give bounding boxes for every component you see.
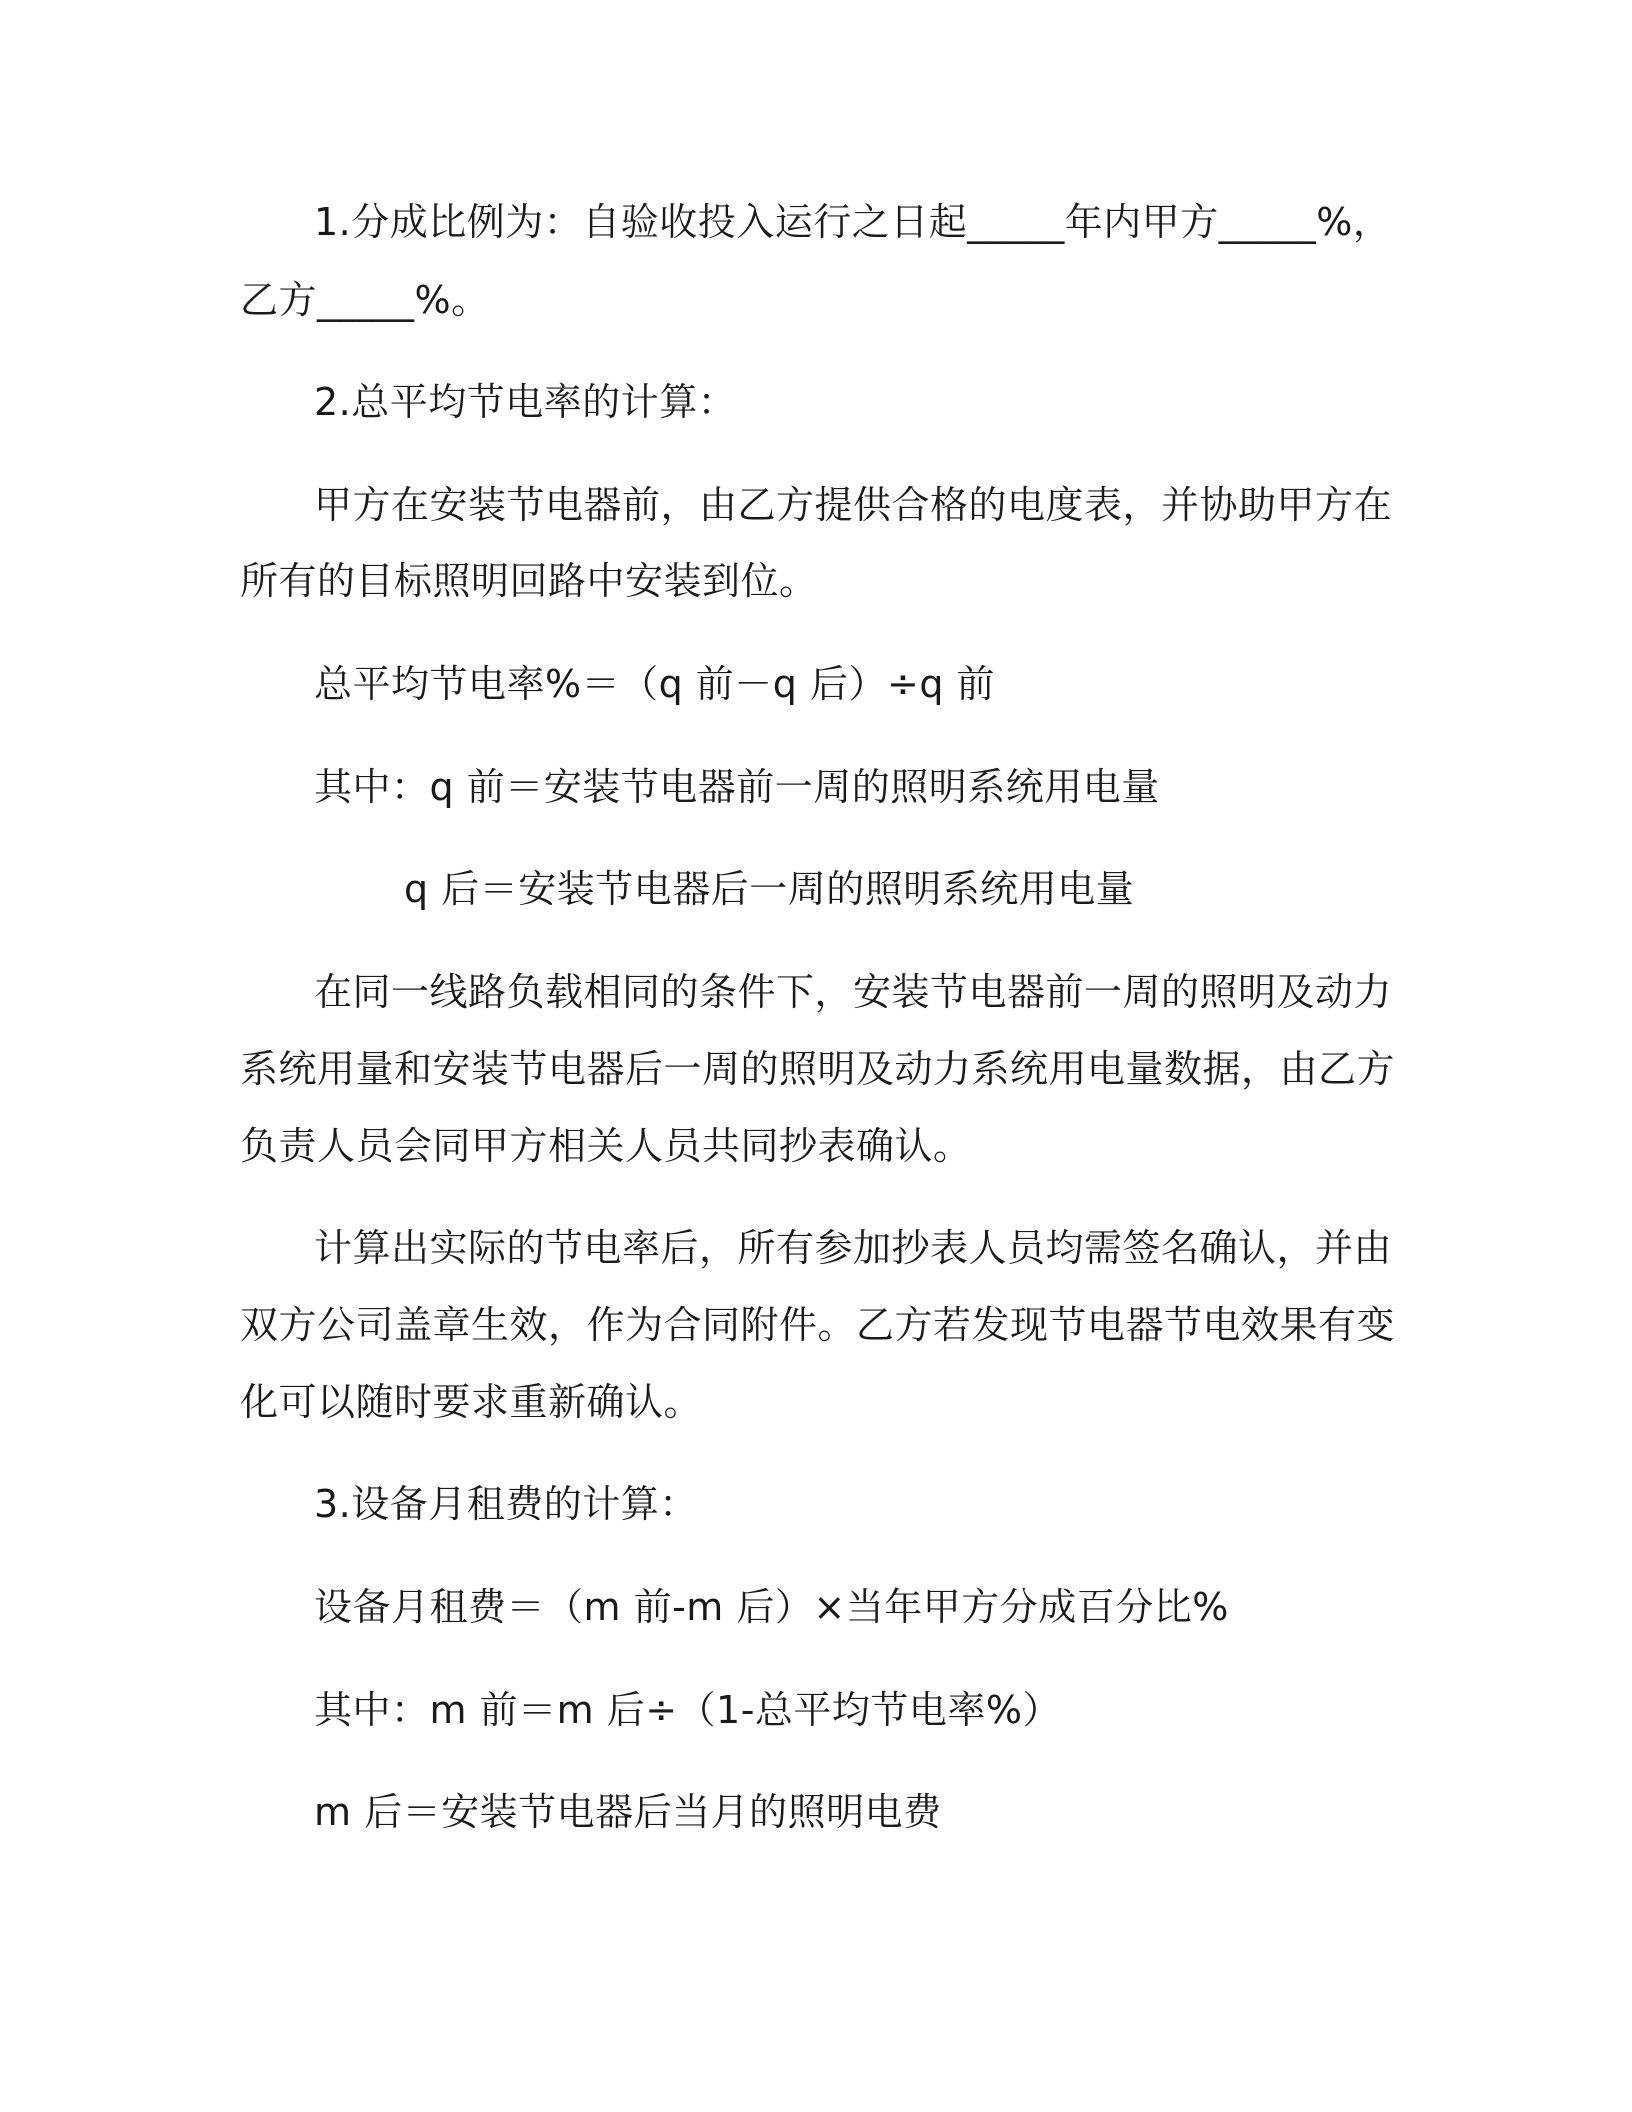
text-line: 系统用量和安装节电器后一周的照明及动力系统用电量数据，由乙方 — [240, 1047, 1396, 1091]
text-line: 所有的目标照明回路中安装到位。 — [240, 559, 818, 603]
formula-line: 设备月租费＝（m 前-m 后）×当年甲方分成百分比% — [314, 1585, 1229, 1629]
section-heading: 3.设备月租费的计算： — [314, 1482, 698, 1526]
text-line: 化可以随时要求重新确认。 — [240, 1380, 703, 1424]
text-line: 乙方_____%。 — [240, 278, 490, 322]
formula-line: 其中：q 前＝安装节电器前一周的照明系统用电量 — [314, 765, 1160, 809]
text-line: 甲方在安装节电器前，由乙方提供合格的电度表，并协助甲方在 — [314, 483, 1393, 527]
formula-line: 总平均节电率%＝（q 前－q 后）÷q 前 — [314, 662, 996, 706]
formula-line: q 后＝安装节电器后一周的照明系统用电量 — [404, 867, 1135, 911]
text-line: 1.分成比例为：自验收投入运行之日起_____年内甲方_____%， — [314, 200, 1392, 244]
formula-line: 其中：m 前＝m 后÷（1-总平均节电率%） — [314, 1688, 1062, 1732]
text-line: 在同一线路负载相同的条件下，安装节电器前一周的照明及动力 — [314, 970, 1393, 1014]
text-line: 计算出实际的节电率后，所有参加抄表人员均需签名确认，并由 — [314, 1226, 1393, 1270]
text-line: 双方公司盖章生效，作为合同附件。乙方若发现节电器节电效果有变 — [240, 1303, 1396, 1347]
text-line: 负责人员会同甲方相关人员共同抄表确认。 — [240, 1124, 972, 1168]
formula-line: m 后＝安装节电器后当月的照明电费 — [314, 1790, 942, 1834]
section-heading: 2.总平均节电率的计算： — [314, 380, 737, 424]
